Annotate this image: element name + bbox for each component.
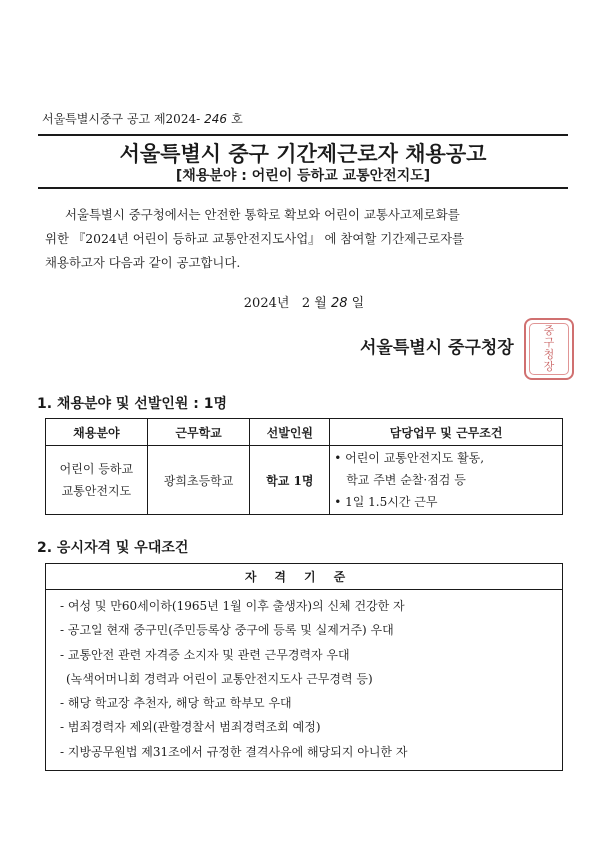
seal-inner	[529, 323, 569, 375]
section-1-heading: 1. 채용분야 및 선발인원 : 1명	[37, 396, 228, 412]
duty-1-line-1: • 어린이 교통안전지도 활동,	[334, 451, 485, 465]
intro-paragraph	[45, 203, 565, 275]
recruitment-table	[45, 418, 563, 515]
table-header-row	[46, 564, 563, 590]
date-day-suffix: 일	[351, 296, 365, 311]
seal-char: 청	[543, 348, 555, 361]
cell-school: 광희초등학교	[147, 446, 250, 515]
list-item: - 여성 및 만60세이하(1965년 1월 이후 출생자)의 신체 건강한 자	[60, 599, 405, 613]
cell-duties	[330, 446, 563, 515]
list-item: - 지방공무원법 제31조에서 규정한 결격사유에 해당되지 아니한 자	[60, 744, 408, 759]
notice-number-suffix: 호	[231, 112, 243, 126]
header-count: 선발인원	[250, 419, 330, 446]
seal-char: 장	[543, 360, 555, 373]
seal-char: 중	[543, 324, 555, 337]
cell-field	[46, 446, 148, 515]
field-line-1: 어린이 등하교	[59, 462, 134, 476]
qualification-header: 자격기준	[46, 564, 563, 590]
qualification-table	[45, 563, 563, 771]
header-field: 채용분야	[46, 419, 148, 446]
list-item: - 교통안전 관련 자격증 소지자 및 관련 근무경력자 우대	[60, 647, 350, 662]
intro-line-2: 위한 『2024년 어린이 등하교 교통안전지도사업』 에 참여할 기간제근로자를	[45, 231, 465, 246]
table-row	[46, 446, 563, 515]
page-title: 서울특별시 중구 기간제근로자 채용공고	[119, 142, 487, 166]
notice-number	[42, 110, 243, 127]
seal-char: 구	[543, 336, 555, 349]
date-day-handwritten: 28	[330, 296, 348, 311]
cell-count: 학교 1명	[250, 446, 330, 515]
section-2-heading: 2. 응시자격 및 우대조건	[37, 540, 189, 556]
list-item: - 공고일 현재 중구민(주민등록상 중구에 등록 및 실제거주) 우대	[60, 623, 394, 638]
list-item: (녹색어머니회 경력과 어린이 교통안전지도사 근무경력 등)	[66, 671, 373, 686]
page-subtitle: [채용분야 : 어린이 등하교 교통안전지도]	[175, 168, 431, 184]
title-top-rule	[38, 134, 568, 136]
field-line-2: 교통안전지도	[61, 484, 132, 498]
title-bottom-rule	[38, 187, 568, 189]
intro-line-3: 채용하고자 다음과 같이 공고합니다.	[45, 255, 241, 270]
header-school: 근무학교	[147, 419, 250, 446]
issuer-name: 서울특별시 중구청장	[360, 338, 514, 358]
notice-number-prefix: 서울특별시중구 공고 제2024-	[42, 112, 201, 126]
date-month: 2 월	[301, 296, 327, 311]
table-header-row	[46, 419, 563, 446]
notice-number-handwritten: 246	[204, 112, 228, 126]
duty-1-line-2: 학교 주변 순찰·점검 등	[346, 473, 466, 487]
header-duties: 담당업무 및 근무조건	[330, 419, 563, 446]
date-year: 2024년	[243, 296, 290, 311]
list-item: - 해당 학교장 추천자, 해당 학교 학부모 우대	[60, 696, 292, 711]
official-seal-stamp	[524, 318, 574, 380]
intro-line-1: 서울특별시 중구청에서는 안전한 통학로 확보와 어린이 교통사고제로화를	[65, 207, 460, 222]
qualification-list	[46, 590, 563, 771]
duty-2: • 1일 1.5시간 근무	[334, 495, 438, 509]
table-row	[46, 590, 563, 771]
notice-date	[0, 292, 608, 311]
list-item: - 범죄경력자 제외(관할경찰서 범죄경력조회 예정)	[60, 720, 321, 735]
